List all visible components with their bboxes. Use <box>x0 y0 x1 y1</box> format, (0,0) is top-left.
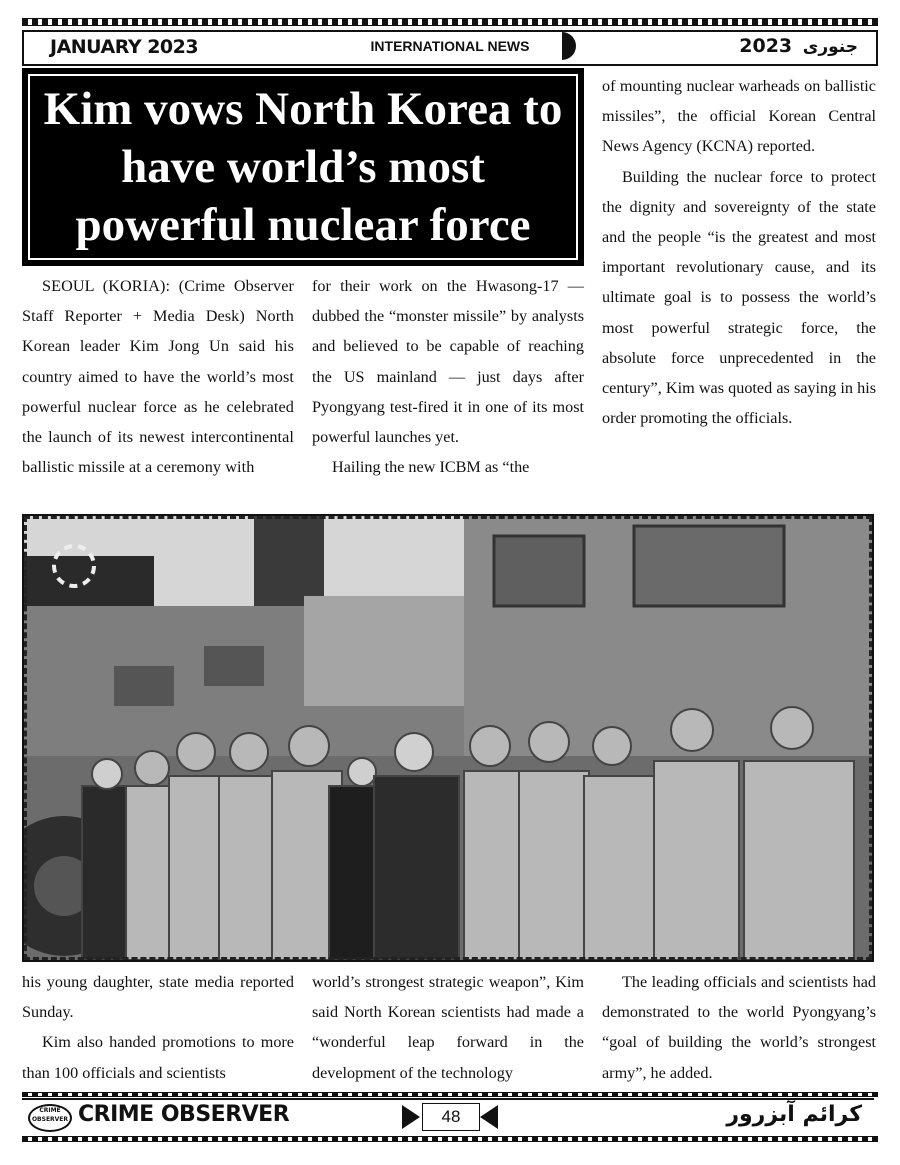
page-footer <box>22 1098 874 1138</box>
page-number: 48 <box>422 1103 480 1131</box>
column-2-bottom <box>312 967 584 1088</box>
section-label: INTERNATIONAL NEWS <box>324 32 576 60</box>
paragraph: The leading officials and scientists had demonstrated to the world Pyongyang’s “goal of building the world’s strongest army”, he added. <box>602 973 876 1082</box>
paragraph: of mounting nuclear warheads on ballistic missiles”, the official Korean Central News Agency (KCNA) reported. <box>602 77 876 156</box>
headline-frame <box>28 74 578 260</box>
urdu-brand-logo: کرائم آبزرور <box>726 1102 862 1127</box>
issue-date-urdu <box>739 35 858 57</box>
footer-top-border <box>22 1092 878 1097</box>
paragraph-dateline: SEOUL (KORIA): (Crime Observer Staff Reporter + Media Desk) North Korean leader Kim Jong Un said his country aimed to have the world’s most powerful nuclear force as he celebrated the launch of its newest intercontinental ballistic missile at a ceremony with <box>22 277 294 477</box>
urdu-month: جنوری <box>802 37 858 57</box>
issue-year: 2023 <box>739 35 793 57</box>
page-number-box <box>402 1103 498 1131</box>
page-header <box>22 30 878 66</box>
crime-observer-seal-icon: CRIME OBSERVER <box>28 1104 72 1132</box>
paragraph: world’s strongest strategic weapon”, Kim said North Korean scientists had made a “wonderful leap forward in the development of the technology <box>312 973 584 1082</box>
headline-box <box>22 68 584 266</box>
paragraph: Building the nuclear force to protect the dignity and sovereignty of the state and the people “is the greatest and most important revolutionary cause, and its ultimate goal is to possess the world’s most powerful strategic force, the absolute force unprecedented in the century”, Kim was quoted as saying in his order promoting the officials. <box>602 167 876 428</box>
news-photo <box>22 514 874 962</box>
column-1-top <box>22 271 294 482</box>
paragraph: Hailing the new ICBM as “the <box>332 458 530 477</box>
photo-frame <box>24 516 872 960</box>
paragraph: his young daughter, state media reported Sunday. <box>22 973 294 1022</box>
column-3-top <box>602 71 876 433</box>
bottom-border <box>22 1136 878 1142</box>
brand-logo-text: CRIME OBSERVER <box>78 1102 290 1127</box>
column-3-bottom <box>602 967 876 1088</box>
issue-date: JANUARY 2023 <box>50 36 199 58</box>
column-1-bottom <box>22 967 294 1088</box>
top-border <box>22 18 878 26</box>
paragraph: for their work on the Hwasong-17 — dubbed the “monster missile” by analysts and believed to be capable of reaching the US mainland — just days after Pyongyang test-fired it in one of its most powerful launches yet. <box>312 277 584 447</box>
headline: Kim vows North Korea to have world’s most powerful nuclear force <box>43 83 563 251</box>
paragraph: Kim also handed promotions to more than 100 officials and scientists <box>22 1033 294 1082</box>
column-2-top <box>312 271 584 482</box>
